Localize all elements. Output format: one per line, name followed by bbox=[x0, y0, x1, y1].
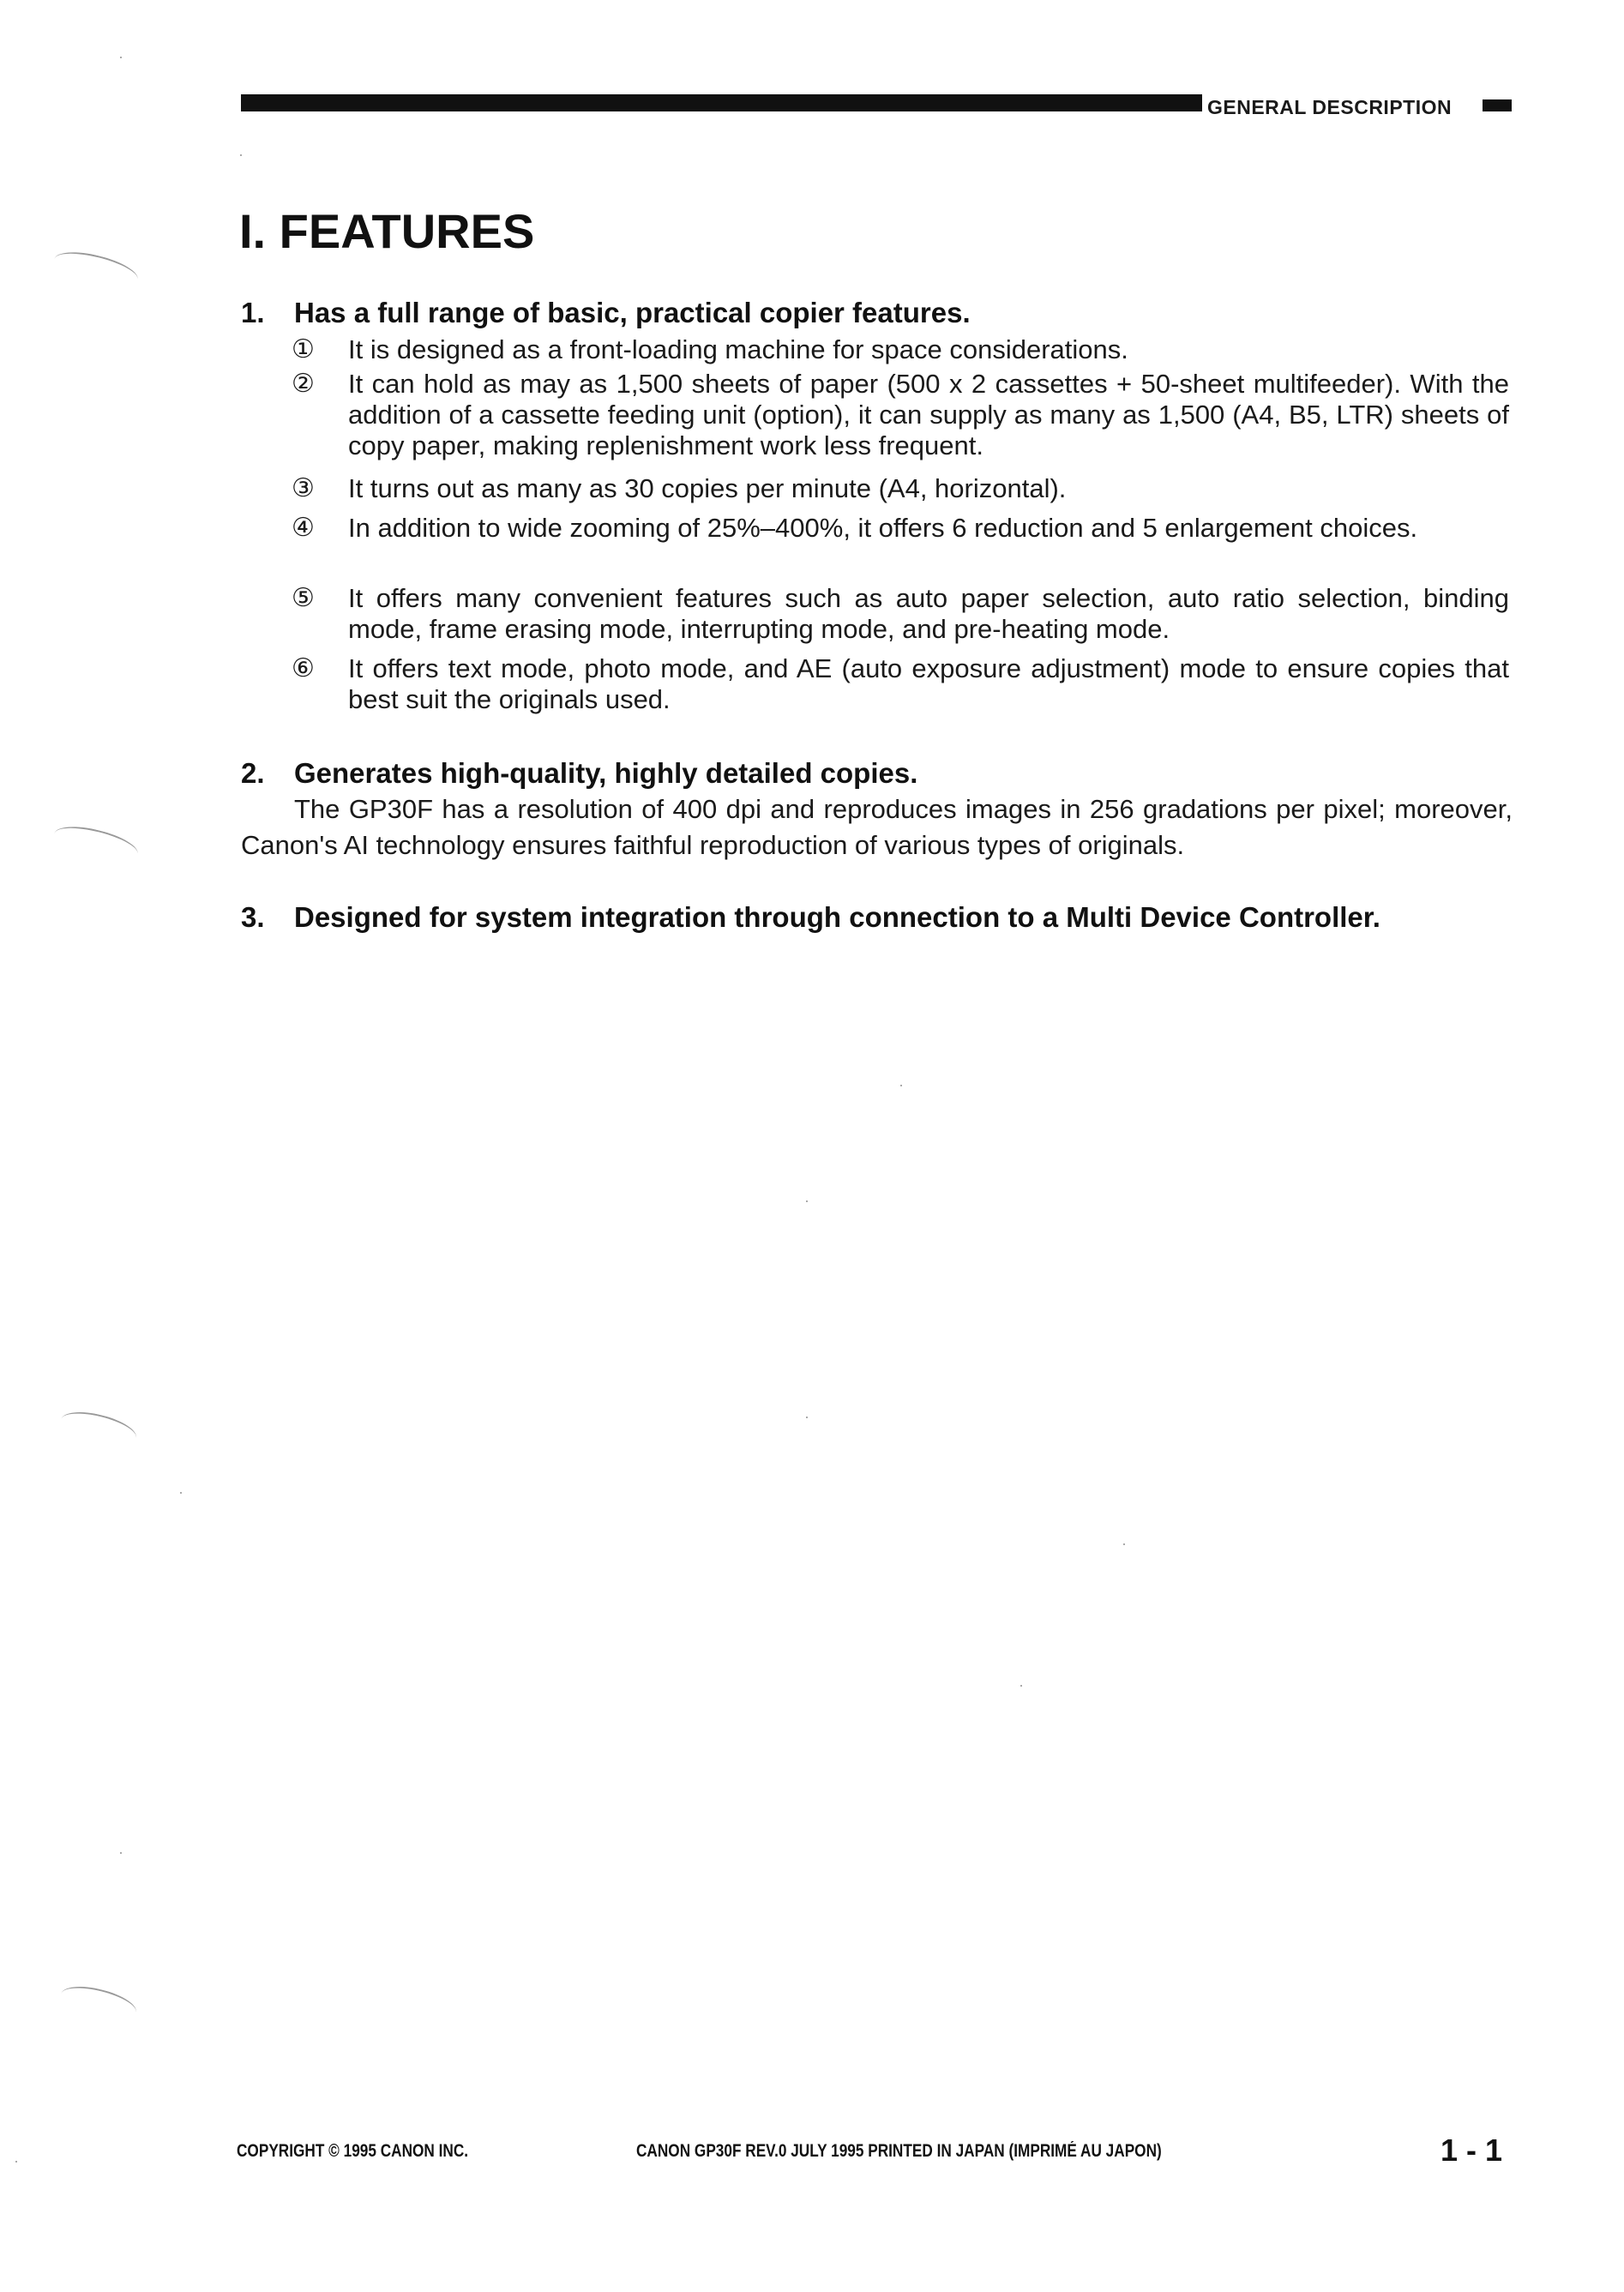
list-item bbox=[292, 369, 1509, 461]
scan-speck bbox=[120, 1852, 122, 1854]
binder-hole-mark bbox=[51, 820, 141, 867]
binder-hole-mark bbox=[51, 245, 141, 292]
list-item bbox=[292, 653, 1509, 715]
item-marker: ① bbox=[292, 334, 315, 364]
section-3-heading bbox=[241, 900, 1380, 935]
list-item bbox=[292, 513, 1509, 544]
section-2-paragraph: The GP30F has a resolution of 400 dpi and reproduces images in 256 gradations per pixel; moreover, Canon's AI technology ensures faithful reproduction of various types of originals. bbox=[241, 794, 1513, 860]
section-heading-text: Designed for system integration through connection to a Multi Device Controller. bbox=[294, 901, 1380, 933]
page-title: I. FEATURES bbox=[239, 204, 535, 258]
item-text: It can hold as may as 1,500 sheets of paper (500 x 2 cassettes + 50-sheet multifeeder). With the addition of a cassette feeding unit (option), it can supply as many as 1,500 (A4, B5, LTR) sheets of copy paper, making replenishment work less frequent. bbox=[348, 369, 1509, 460]
scan-speck bbox=[1020, 1685, 1022, 1687]
item-marker: ④ bbox=[292, 513, 315, 543]
section-heading-text: Generates high-quality, highly detailed copies. bbox=[294, 757, 918, 789]
page-number: 1 - 1 bbox=[1441, 2133, 1503, 2168]
item-text: It offers text mode, photo mode, and AE (auto exposure adjustment) mode to ensure copies that best suit the originals used. bbox=[348, 653, 1509, 714]
item-marker: ③ bbox=[292, 473, 315, 503]
item-marker: ⑤ bbox=[292, 583, 315, 613]
binder-hole-mark bbox=[57, 1981, 139, 2026]
list-item bbox=[292, 583, 1509, 645]
section-number: 3. bbox=[241, 901, 265, 933]
item-marker: ⑥ bbox=[292, 653, 315, 683]
scan-speck bbox=[15, 2161, 17, 2163]
header-rule-end bbox=[1483, 99, 1512, 111]
binder-hole-mark bbox=[57, 1406, 139, 1452]
item-text: It offers many convenient features such as auto paper selection, auto ratio selection, binding mode, frame erasing mode, interrupting mode, and pre-heating mode. bbox=[348, 583, 1509, 644]
scan-speck bbox=[806, 1200, 808, 1202]
item-text: It is designed as a front-loading machine for space considerations. bbox=[348, 334, 1128, 364]
section-1-heading bbox=[241, 296, 971, 330]
scan-speck bbox=[1123, 1543, 1125, 1545]
item-text: It turns out as many as 30 copies per minute (A4, horizontal). bbox=[348, 473, 1067, 503]
section-number: 2. bbox=[241, 757, 265, 789]
footer-imprint: CANON GP30F REV.0 JULY 1995 PRINTED IN JAPAN (IMPRIMÉ AU JAPON) bbox=[636, 2141, 1162, 2161]
footer-copyright: COPYRIGHT © 1995 CANON INC. bbox=[237, 2141, 469, 2161]
scan-speck bbox=[240, 154, 242, 156]
scan-speck bbox=[900, 1085, 902, 1086]
list-item bbox=[292, 334, 1509, 365]
scan-speck bbox=[120, 57, 122, 58]
section-label: GENERAL DESCRIPTION bbox=[1207, 96, 1453, 118]
section-number: 1. bbox=[241, 297, 265, 328]
section-heading-text: Has a full range of basic, practical copier features. bbox=[294, 297, 971, 328]
item-marker: ② bbox=[292, 369, 315, 399]
item-text: In addition to wide zooming of 25%–400%, it offers 6 reduction and 5 enlargement choices. bbox=[348, 513, 1418, 543]
section-2-heading bbox=[241, 756, 917, 791]
list-item bbox=[292, 473, 1509, 504]
header-rule bbox=[241, 94, 1202, 111]
scan-speck bbox=[806, 1417, 808, 1418]
scan-speck bbox=[180, 1492, 182, 1494]
